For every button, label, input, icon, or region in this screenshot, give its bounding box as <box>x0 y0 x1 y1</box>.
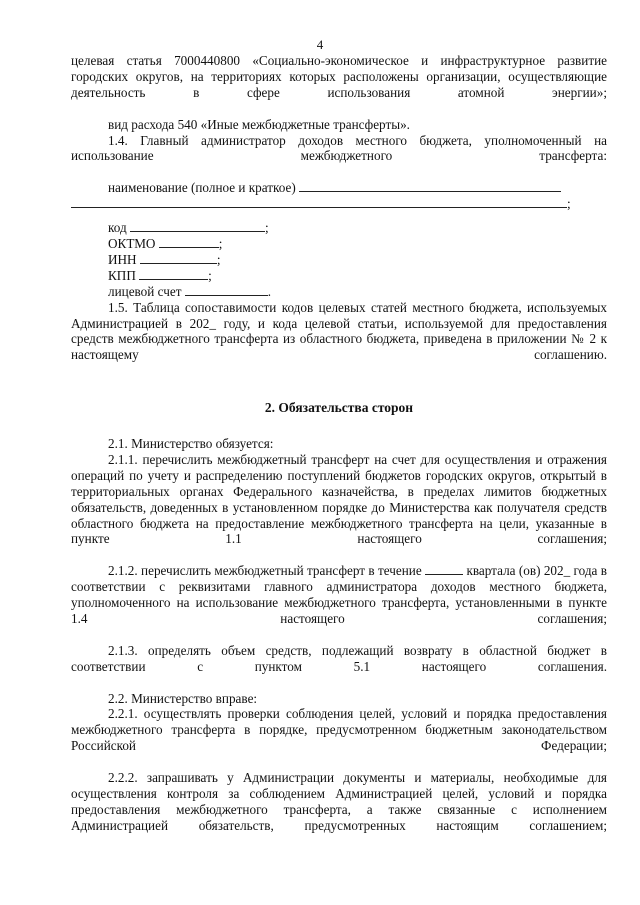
expense-type-paragraph: вид расхода 540 «Иные межбюджетные трансферты». <box>108 116 410 132</box>
kpp-blank <box>139 268 208 280</box>
oktmo-field: ОКТМО ; <box>108 235 223 251</box>
inn-field: ИНН ; <box>108 251 221 267</box>
clause-2-2-1: 2.2.1. осуществлять проверки соблюдения целей, условий и порядка предоставления межбюджетного трансферта в порядке, предусмотренном бюджетным законодательством Российской Федерации; <box>71 706 607 754</box>
document-body <box>71 53 607 850</box>
clause-1-4: 1.4. Главный администратор доходов местного бюджета, уполномоченный на использование межбюджетного трансферта: <box>71 132 607 164</box>
clause-2-1-2-end: квартала (ов) 202_ года в соответствии с реквизитами главного администратора доходов местного бюджета, уполномоченного на использование межбюджетного трансферта, установленными в пункте 1.4 настоящего соглашения; <box>71 563 607 626</box>
name-field-continuation: ; <box>71 196 607 212</box>
clause-2-2: 2.2. Министерство вправе: <box>108 690 258 706</box>
clause-2-1: 2.1. Министерство обязуется: <box>108 436 274 452</box>
account-field: лицевой счет . <box>108 283 272 299</box>
name-label: наименование (полное и краткое) <box>108 180 296 196</box>
clause-2-2-2: 2.2.2. запрашивать у Администрации документы и материалы, необходимые для осуществления контроля за соблюдением Администрацией целей, условий и порядка предоставления межбюджетного трансферта, а также связанные с исполнением Администрацией обязательств, предусмотренных настоящим соглашением; <box>71 770 607 833</box>
account-blank <box>185 284 268 296</box>
clause-1-5: 1.5. Таблица сопоставимости кодов целевых статей местного бюджета, используемых Администрацией в 202_ году, и кода целевой статьи, используемой для предоставления средств межбюджетного трансферта из областного бюджета, приведена в приложении № 2 к настоящему соглашению. <box>71 299 607 363</box>
kpp-label: КПП <box>108 267 136 283</box>
name-field-line <box>71 180 607 196</box>
inn-blank <box>140 252 217 264</box>
page-number: 4 <box>316 37 324 52</box>
code-label: код <box>108 220 127 236</box>
section-heading: 2. Обязательства сторон <box>264 400 414 416</box>
target-article-paragraph <box>71 53 607 117</box>
name-blank-continuation <box>71 196 567 208</box>
clause-2-1-1: 2.1.1. перечислить межбюджетный трансферт на счет для осуществления и отражения операций по учету и распределению поступлений бюджетов городских округов, открытый в территориальных органах Федерального казначейства, в пределах лимитов бюджетных обязательств, доведенных в установленном порядке до Министерства как получателя средств областного бюджета на предоставление межбюджетного трансферта на цели, указанные в пункте 1.1 настоящего соглашения; <box>71 451 607 547</box>
clause-2-1-2-start: 2.1.2. перечислить межбюджетный трансферт в течение <box>108 563 422 579</box>
code-blank <box>130 220 265 232</box>
account-label: лицевой счет <box>108 283 182 299</box>
code-field: код ; <box>108 220 269 236</box>
oktmo-label: ОКТМО <box>108 235 156 251</box>
name-blank <box>299 180 561 192</box>
oktmo-blank <box>159 236 219 248</box>
clause-2-1-2 <box>71 563 607 643</box>
kpp-field: КПП ; <box>108 267 212 283</box>
quarter-blank <box>425 563 463 575</box>
target-article-text: целевая статья 7000440800 «Социально-экономическое и инфраструктурное развитие городских округов, на территориях которых расположены организации, осуществляющие деятельность в сфере использования атомной энергии»; <box>71 53 607 100</box>
inn-label: ИНН <box>108 251 137 267</box>
clause-2-1-3: 2.1.3. определять объем средств, подлежащий возврату в областной бюджет в соответствии с пунктом 5.1 настоящего соглашения. <box>71 642 607 674</box>
